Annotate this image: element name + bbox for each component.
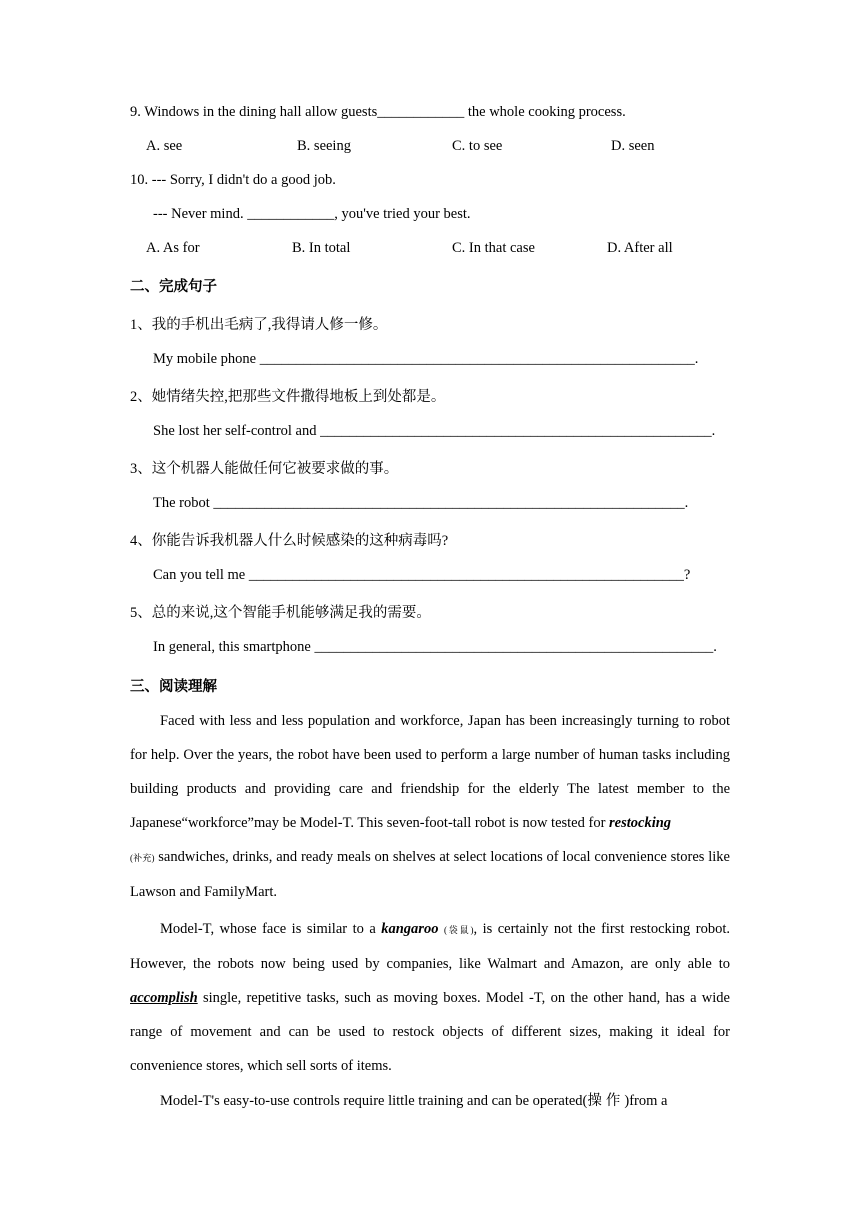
q9-option-b: B. seeing (297, 138, 351, 154)
reading-paragraph-3 (130, 1084, 730, 1118)
q9-option-c: C. to see (452, 138, 503, 154)
sentence-3-chinese: 3、这个机器人能做任何它被要求做的事。 (130, 461, 399, 477)
p3-text-a: Model-T's easy-to-use controls require little training and can be operated( (160, 1093, 588, 1109)
p1-text-b: sandwiches, drinks, and ready meals on shelves at select locations of local convenience stores like Lawson and FamilyMart. (130, 849, 730, 900)
sentence-1-english: My mobile phone ____________________________________________________________. (153, 351, 699, 367)
sentence-5-english: In general, this smartphone _______________________________________________________. (153, 639, 717, 655)
keyword-restocking: restocking (609, 815, 672, 831)
sentence-2-english: She lost her self-control and ______________________________________________________. (153, 423, 716, 439)
q9-option-d: D. seen (611, 138, 655, 154)
gloss-kangaroo: (袋鼠) (443, 925, 474, 935)
q10-option-a: A. As for (146, 240, 200, 256)
q10-option-d: D. After all (607, 240, 673, 256)
sentence-3-english: The robot _________________________________________________________________. (153, 495, 689, 511)
p2-text-b: , is certainly not the first restocking robot. However, the robots now being used by companies, like Walmart and Amazon, are only able to (130, 921, 731, 972)
p3-text-b: )from a (624, 1093, 668, 1109)
sentence-4-english: Can you tell me ____________________________________________________________? (153, 567, 691, 583)
p2-text-a: Model-T, whose face is similar to a (160, 921, 382, 937)
reading-paragraph-1 (130, 704, 730, 909)
keyword-kangaroo: kangaroo (381, 921, 439, 937)
reading-paragraph-2 (130, 912, 730, 1083)
sentence-5-chinese: 5、总的来说,这个智能手机能够满足我的需要。 (130, 605, 431, 621)
gloss-restocking: (补充) (130, 853, 155, 863)
question-10-reply: --- Never mind. ____________, you've tried your best. (153, 206, 471, 222)
p2-text-c: single, repetitive tasks, such as moving boxes. Model -T, on the other hand, has a wide range of movement and can be used to restock objects of different sizes, making it ideal for convenience stores, which sell sorts of items. (130, 990, 730, 1074)
sentence-2-chinese: 2、她情绪失控,把那些文件撒得地板上到处都是。 (130, 389, 446, 405)
sentence-4-chinese: 4、你能告诉我机器人什么时候感染的这种病毒吗? (130, 533, 449, 549)
sentence-1-chinese: 1、我的手机出毛病了,我得请人修一修。 (130, 317, 388, 333)
question-10-stem: 10. --- Sorry, I didn't do a good job. (130, 172, 336, 188)
p3-chinese: 操作 (587, 1093, 625, 1109)
question-9-stem: 9. Windows in the dining hall allow guests____________ the whole cooking process. (130, 104, 626, 120)
section-3-heading: 三、阅读理解 (130, 679, 217, 695)
q9-option-a: A. see (146, 138, 183, 154)
p1-text-a: Faced with less and less population and workforce, Japan has been increasingly turning to robot for help. Over the years, the robot have been used to perform a large number of human tasks including building products and providing care and friendship for the elderly The latest member to the Japanese“workforce”may be Model-T. This seven-foot-tall robot is now tested for (130, 713, 730, 831)
section-2-heading: 二、完成句子 (130, 279, 217, 295)
q10-option-c: C. In that case (452, 240, 535, 256)
q10-option-b: B. In total (292, 240, 351, 256)
keyword-accomplish: accomplish (130, 990, 198, 1006)
